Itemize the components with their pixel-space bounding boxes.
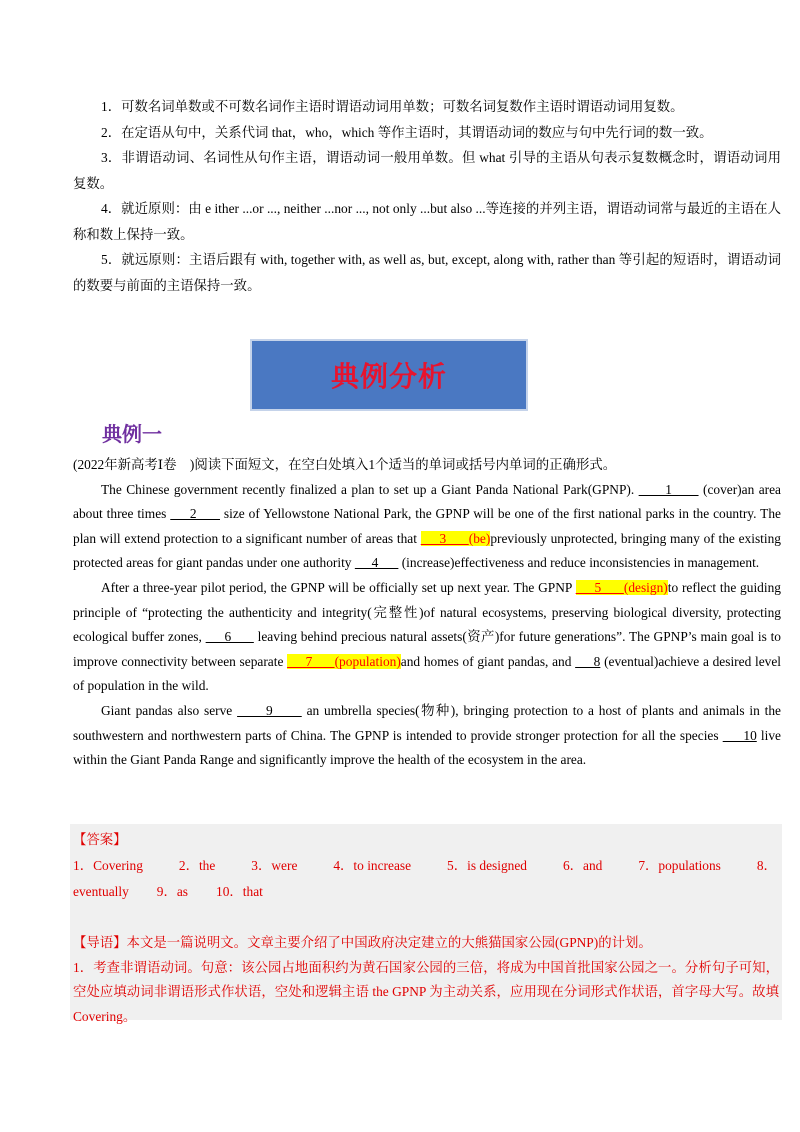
blank-3[interactable]: 3 bbox=[420, 530, 469, 546]
blank-1[interactable]: 1 bbox=[638, 481, 699, 497]
blank-7-hint: (population) bbox=[334, 653, 401, 669]
answer-box bbox=[70, 824, 782, 1024]
answer-item: 6．and bbox=[562, 858, 603, 873]
rule-1: 1．可数名词单数或不可数名词作主语时谓语动词用单数；可数名词复数作主语时谓语动词用复数。 bbox=[101, 99, 684, 114]
example-heading: 典例一 bbox=[102, 422, 162, 446]
blank-8[interactable]: 8 bbox=[575, 653, 601, 669]
rule-5: 5．就远原则：主语后跟有 with, together with, as well as, but, except, along with, rather than 等引起的短语时，谓语动词的数要与前面的主语保持一致。 bbox=[73, 252, 781, 293]
answer-item: 10．that bbox=[216, 884, 263, 899]
rule-3: 3．非谓语动词、名词性从句作主语，谓语动词一般用单数。但 what 引导的主语从句表示复数概念时，谓语动词用复数。 bbox=[73, 150, 781, 191]
blank-7[interactable]: 7 bbox=[287, 653, 335, 669]
grammar-rules bbox=[73, 94, 781, 298]
text-segment: previously unprotected, bringing many of the existing protected areas for giant pandas under one authority bbox=[73, 530, 781, 571]
blank-9[interactable]: 9 bbox=[237, 702, 302, 718]
blank-4[interactable]: 4 bbox=[354, 555, 399, 571]
answer-item: 3．were bbox=[251, 858, 298, 873]
task-instruction: (2022年新高考Ⅰ卷 )阅读下面短文，在空白处填入1个适当的单词或括号内单词的正确形式。 bbox=[73, 457, 617, 472]
rule-4: 4．就近原则：由 e ither ...or ..., neither ...nor ..., not only ...but also ...等连接的并列主语，谓语动词常与最近的主语在人称和数上保持一致。 bbox=[73, 201, 781, 242]
passage-paragraph-3 bbox=[73, 699, 781, 773]
answer-item: 1．Covering bbox=[73, 858, 143, 873]
text-segment: size of Yellowstone National Park, the GPNP will be one of the first national parks in the country. The plan will extend protection to a significant number of areas that bbox=[73, 506, 781, 546]
passage-paragraph-2 bbox=[73, 576, 781, 699]
blank-10[interactable]: 10 bbox=[722, 727, 757, 743]
text-segment: (cover)an area about three times bbox=[73, 481, 781, 522]
explanation-text: 1．考查非谓语动词。句意：该公园占地面积约为黄石国家公园的三倍，将成为中国首批国家公园之一。分析句子可知，空处应填动词非谓语形式作状语，空处和逻辑主语 the GPNP 为主动关系，应用现在分词形式作状语，首字母大写。故填Covering。 bbox=[73, 959, 779, 1024]
section-banner bbox=[250, 339, 528, 411]
answer-item: eventually bbox=[73, 884, 129, 899]
text-segment: an umbrella species(物种), bringing protection to a host of plants and animals in the southwestern and northwestern parts of China. The GPNP is intended to provide stronger protection for all the species bbox=[73, 702, 781, 743]
text-segment: and homes of giant pandas, and bbox=[400, 653, 576, 669]
answer-item: 2．the bbox=[178, 858, 216, 873]
rule-2: 2．在定语从句中，关系代词 that，who，which 等作主语时，其谓语动词的数应与句中先行词的数一致。 bbox=[101, 124, 713, 140]
answer-item: 7．populations bbox=[638, 858, 721, 873]
blank-6[interactable]: 6 bbox=[205, 629, 254, 645]
text-segment: live within the Giant Panda Range and significantly improve the health of the ecosystem in the area. bbox=[73, 727, 781, 768]
answer-item: 5．is designed bbox=[447, 858, 527, 873]
answer-label: 【答案】 bbox=[73, 832, 127, 847]
text-segment: (increase)effectiveness and reduce inconsistencies in management. bbox=[398, 555, 760, 571]
text-segment: (eventual)achieve a desired level of population in the wild. bbox=[73, 653, 781, 694]
answer-item: 8． bbox=[756, 858, 777, 873]
text-segment: Giant pandas also serve bbox=[101, 702, 238, 718]
cloze-passage bbox=[73, 453, 781, 773]
blank-5-hint: (design) bbox=[623, 579, 668, 595]
text-segment: to reflect the guiding principle of “protecting the authenticity and integrity(完整性)of natural ecosystems, preserving biological diversity, protecting ecological buffer zones, bbox=[73, 579, 781, 645]
passage-paragraph-1 bbox=[73, 478, 781, 576]
text-segment: leaving behind precious natural assets(资产)for future generations”. The GPNP’s main goal is to improve connectivity between separate bbox=[73, 629, 781, 669]
answer-list bbox=[73, 853, 779, 879]
answer-item: 4．to increase bbox=[333, 858, 412, 873]
banner-title: 典例分析 bbox=[330, 360, 447, 393]
blank-2[interactable]: 2 bbox=[170, 506, 220, 522]
blank-3-hint: (be) bbox=[468, 530, 491, 546]
guide-text: 【导语】本文是一篇说明文。文章主要介绍了中国政府决定建立的大熊猫国家公园(GPNP)的计划。 bbox=[73, 935, 652, 950]
text-segment: After a three-year pilot period, the GPNP will be officially set up next year. The GPNP bbox=[101, 579, 576, 595]
text-segment: The Chinese government recently finalized a plan to set up a Giant Panda National Park(GPNP). bbox=[101, 481, 635, 497]
blank-5[interactable]: 5 bbox=[575, 579, 624, 595]
answer-list-continued bbox=[73, 879, 779, 905]
answer-item: 9．as bbox=[156, 884, 189, 899]
